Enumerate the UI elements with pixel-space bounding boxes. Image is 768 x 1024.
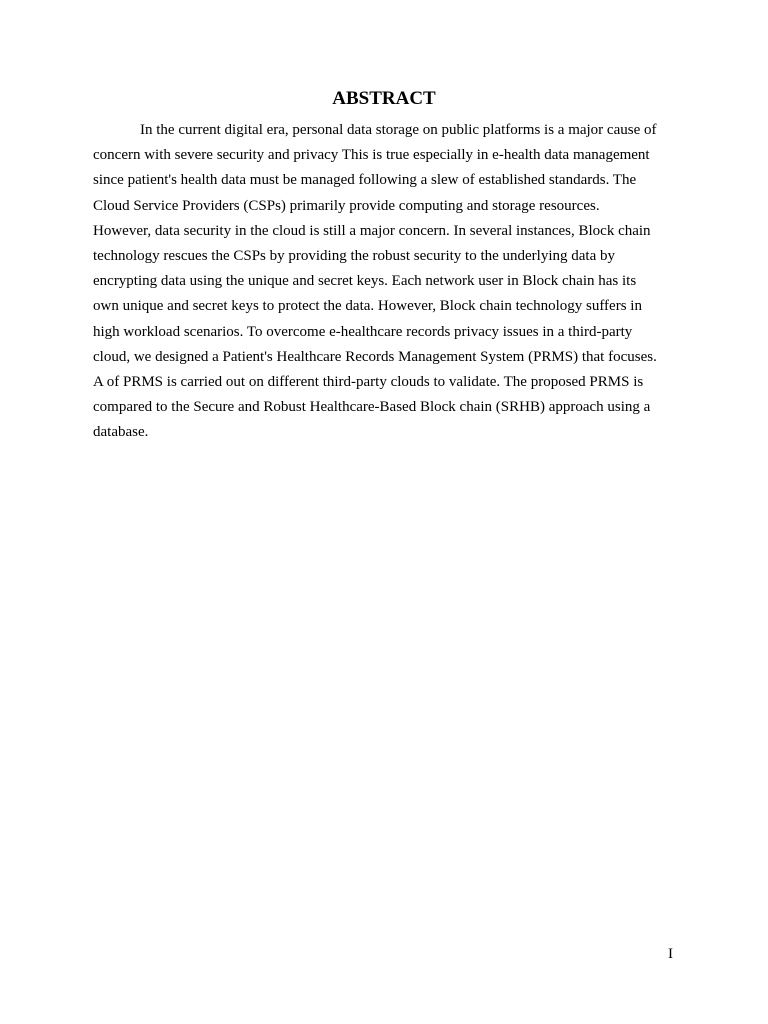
abstract-line: cloud, we designed a Patient's Healthcare Records Management System (PRMS) that focuses. <box>93 348 657 365</box>
abstract-line: compared to the Secure and Robust Healthcare-Based Block chain (SRHB) approach using a <box>93 399 651 416</box>
page-number: I <box>668 946 673 962</box>
abstract-line: database. <box>93 424 149 441</box>
abstract-line: high workload scenarios. To overcome e-healthcare records privacy issues in a third-party <box>93 323 633 340</box>
abstract-paragraph <box>93 118 683 446</box>
abstract-line: concern with severe security and privacy This is true especially in e-health data management <box>93 147 650 164</box>
abstract-line: In the current digital era, personal data storage on public platforms is a major cause of <box>140 122 657 138</box>
abstract-line: However, data security in the cloud is still a major concern. In several instances, Block chain <box>93 222 651 239</box>
abstract-line: Cloud Service Providers (CSPs) primarily provide computing and storage resources. <box>93 197 600 214</box>
abstract-line: A of PRMS is carried out on different third-party clouds to validate. The proposed PRMS is <box>93 374 644 391</box>
page-title: ABSTRACT <box>332 88 436 109</box>
abstract-line: since patient's health data must be managed following a slew of established standards. The <box>93 172 637 189</box>
abstract-line: technology rescues the CSPs by providing the robust security to the underlying data by <box>93 248 615 265</box>
abstract-line: own unique and secret keys to protect the data. However, Block chain technology suffers in <box>93 298 642 315</box>
abstract-line: encrypting data using the unique and secret keys. Each network user in Block chain has its <box>93 273 637 290</box>
